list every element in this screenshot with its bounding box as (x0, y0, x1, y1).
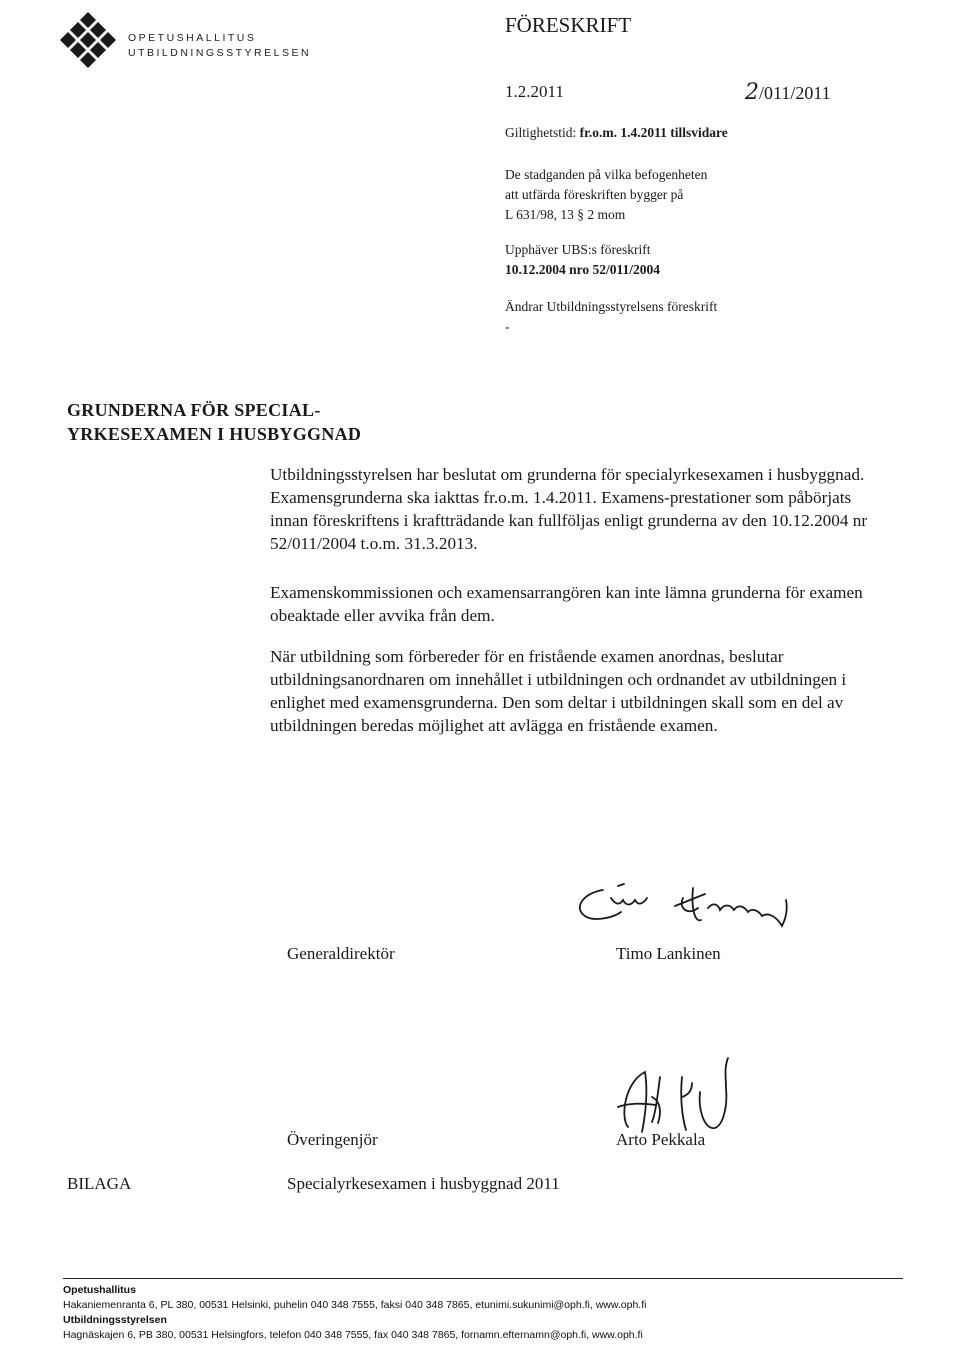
repeals (505, 240, 925, 280)
signer-name: Timo Lankinen (616, 944, 721, 963)
amends-line: - (505, 319, 510, 334)
doc-number-printed: /011/2011 (759, 83, 831, 103)
doc-type: FÖRESKRIFT (505, 13, 632, 37)
paragraph-compliance: Examenskommissionen och examensarrangören kan inte lämna grunderna för examen obeaktade eller avvika från dem. (270, 583, 863, 625)
org-name (128, 31, 311, 61)
repeals-line: 10.12.2004 nro 52/011/2004 (505, 262, 661, 277)
paragraph-decision: Utbildningsstyrelsen har beslutat om grunderna för specialyrkesexamen i husbyggnad. Examensgrunderna ska iakttas fr.o.m. 1.4.2011. Examens-prestationer som påbörjats innan föreskriftens i kraftträdande kan fullföljas enligt grunderna av den 10.12.2004 nr 52/011/2004 t.o.m. 31.3.2013. (270, 465, 868, 553)
doc-date: 1.2.2011 (505, 82, 564, 101)
paragraph-training: När utbildning som förbereder för en fristående examen anordnas, beslutar utbildningsanordnaren om innehållet i utbildningen och ordnandet av utbildningen i enlighet med examensgrunderna. Den som deltar i utbildningen skall som en del av utbildningen beredas möjlighet att avlägga en fristående examen. (270, 647, 847, 735)
attachment-label: BILAGA (67, 1174, 132, 1193)
signer-name: Arto Pekkala (616, 1130, 706, 1149)
logo-icon (58, 10, 118, 70)
org-name-sv: UTBILDNINGSSTYRELSEN (128, 47, 312, 59)
validity (505, 123, 925, 143)
footer-divider (63, 1278, 903, 1279)
amends (505, 297, 925, 337)
signature-pekkala (590, 1052, 760, 1137)
page-title (67, 398, 361, 446)
footer-org: Opetushallitus (63, 1284, 136, 1296)
amends-line: Ändrar Utbildningsstyrelsens föreskrift (505, 299, 718, 314)
authority-line: att utfärda föreskriften bygger på (505, 187, 684, 202)
footer-address: Hagnäskajen 6, PB 380, 00531 Helsingfors, telefon 040 348 7555, fax 040 348 7865, fornamn.efternamn@oph.fi, www.oph.fi (63, 1329, 643, 1341)
authority-line: De stadganden på vilka befogenheten (505, 167, 708, 182)
doc-number-handwritten: 2 (745, 80, 759, 105)
footer-org: Utbildningsstyrelsen (63, 1314, 167, 1326)
repeals-line: Upphäver UBS:s föreskrift (505, 242, 651, 257)
footer-address: Hakaniemenranta 6, PL 380, 00531 Helsinki, puhelin 040 348 7555, faksi 040 348 7865, etunimi.sukunimi@oph.fi, www.oph.fi (63, 1299, 647, 1311)
validity-value: fr.o.m. 1.4.2011 tillsvidare (579, 125, 728, 140)
signer-role: Överingenjör (287, 1130, 378, 1149)
authority-line: L 631/98, 13 § 2 mom (505, 207, 626, 222)
validity-label: Giltighetstid: (505, 125, 577, 140)
doc-number (745, 80, 831, 105)
title-line: YRKESEXAMEN I HUSBYGGNAD (67, 424, 362, 444)
attachment-title: Specialyrkesexamen i husbyggnad 2011 (287, 1174, 560, 1193)
org-name-fi: OPETUSHALLITUS (128, 32, 257, 44)
signature-lankinen (563, 878, 833, 938)
footer (63, 1283, 646, 1343)
signer-role: Generaldirektör (287, 944, 395, 963)
authority (505, 165, 925, 225)
title-line: GRUNDERNA FÖR SPECIAL- (67, 400, 321, 420)
